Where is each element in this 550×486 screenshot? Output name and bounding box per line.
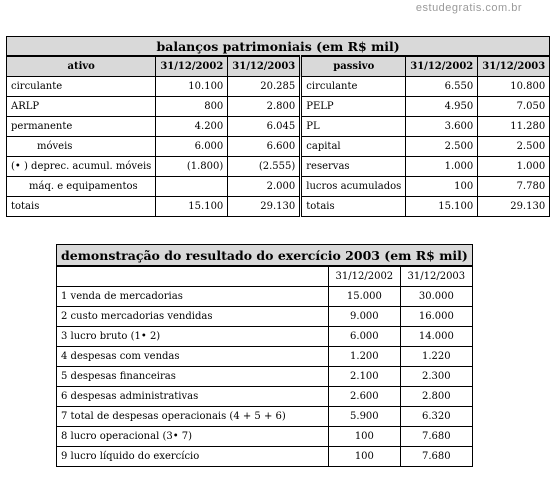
balance-sheet-title: balanços patrimoniais (em R$ mil) bbox=[7, 37, 550, 57]
cell-label: 6 despesas administrativas bbox=[57, 387, 329, 407]
table-row bbox=[57, 447, 473, 467]
cell-value: 2.800 bbox=[400, 387, 472, 407]
cell-value: 29.130 bbox=[228, 197, 301, 217]
cell-value: 2.000 bbox=[228, 177, 301, 197]
cell-value: 800 bbox=[156, 97, 228, 117]
cell-value: 2.100 bbox=[328, 367, 400, 387]
cell-value: 6.000 bbox=[328, 327, 400, 347]
cell-value: 15.100 bbox=[156, 197, 228, 217]
cell-value: 2.500 bbox=[406, 137, 478, 157]
header-date: 31/12/2003 bbox=[478, 56, 550, 77]
cell-value: 1.220 bbox=[400, 347, 472, 367]
cell-value: 7.680 bbox=[400, 427, 472, 447]
cell-label: reservas bbox=[301, 157, 406, 177]
cell-value: 100 bbox=[328, 427, 400, 447]
cell-label: circulante bbox=[301, 77, 406, 97]
cell-value bbox=[156, 177, 228, 197]
header-date: 31/12/2002 bbox=[406, 56, 478, 77]
header-date: 31/12/2003 bbox=[228, 56, 301, 77]
header-passivo: passivo bbox=[301, 56, 406, 77]
cell-value: 6.550 bbox=[406, 77, 478, 97]
cell-value: 11.280 bbox=[478, 117, 550, 137]
table-row bbox=[7, 77, 550, 97]
cell-value: 4.950 bbox=[406, 97, 478, 117]
cell-value: 1.000 bbox=[478, 157, 550, 177]
cell-value: 7.680 bbox=[400, 447, 472, 467]
table-row bbox=[57, 407, 473, 427]
cell-value: 29.130 bbox=[478, 197, 550, 217]
cell-label: permanente bbox=[7, 117, 156, 137]
cell-value: 6.600 bbox=[228, 137, 301, 157]
cell-label: capital bbox=[301, 137, 406, 157]
cell-value: 7.780 bbox=[478, 177, 550, 197]
cell-value: 9.000 bbox=[328, 307, 400, 327]
cell-value: 3.600 bbox=[406, 117, 478, 137]
totals-row bbox=[7, 197, 550, 217]
cell-label: totais bbox=[7, 197, 156, 217]
table-row bbox=[7, 157, 550, 177]
table-row bbox=[57, 307, 473, 327]
cell-value: 2.800 bbox=[228, 97, 301, 117]
cell-label: 4 despesas com vendas bbox=[57, 347, 329, 367]
table-row bbox=[7, 177, 550, 197]
cell-value: 15.000 bbox=[328, 287, 400, 307]
table-row bbox=[57, 287, 473, 307]
cell-value: 1.200 bbox=[328, 347, 400, 367]
cell-label: ARLP bbox=[7, 97, 156, 117]
header-date: 31/12/2002 bbox=[328, 266, 400, 287]
table-row bbox=[7, 97, 550, 117]
cell-value: 16.000 bbox=[400, 307, 472, 327]
balance-sheet-table bbox=[6, 36, 550, 217]
table-row bbox=[57, 427, 473, 447]
cell-label: circulante bbox=[7, 77, 156, 97]
cell-value: 5.900 bbox=[328, 407, 400, 427]
cell-label: totais bbox=[301, 197, 406, 217]
cell-value: 2.600 bbox=[328, 387, 400, 407]
cell-value: 4.200 bbox=[156, 117, 228, 137]
cell-value: 6.000 bbox=[156, 137, 228, 157]
cell-label: 1 venda de mercadorias bbox=[57, 287, 329, 307]
cell-label: 8 lucro operacional (3• 7) bbox=[57, 427, 329, 447]
cell-label: 2 custo mercadorias vendidas bbox=[57, 307, 329, 327]
cell-value: 10.100 bbox=[156, 77, 228, 97]
cell-label: PELP bbox=[301, 97, 406, 117]
cell-value: 30.000 bbox=[400, 287, 472, 307]
cell-value: (2.555) bbox=[228, 157, 301, 177]
income-statement-title: demonstração do resultado do exercício 2003 (em R$ mil) bbox=[57, 245, 473, 267]
income-statement-header-row bbox=[57, 266, 473, 287]
header-date: 31/12/2002 bbox=[156, 56, 228, 77]
cell-value: 15.100 bbox=[406, 197, 478, 217]
table-row bbox=[7, 137, 550, 157]
cell-value: 1.000 bbox=[406, 157, 478, 177]
cell-label: máq. e equipamentos bbox=[7, 177, 156, 197]
cell-value: 6.045 bbox=[228, 117, 301, 137]
cell-value: (1.800) bbox=[156, 157, 228, 177]
table-row bbox=[57, 327, 473, 347]
cell-label: PL bbox=[301, 117, 406, 137]
cell-label: 5 despesas financeiras bbox=[57, 367, 329, 387]
watermark: estudegratis.com.br bbox=[415, 2, 522, 14]
header-date: 31/12/2003 bbox=[400, 266, 472, 287]
cell-label: 7 total de despesas operacionais (4 + 5 + 6) bbox=[57, 407, 329, 427]
table-row bbox=[57, 347, 473, 367]
table-row bbox=[57, 387, 473, 407]
cell-value: 10.800 bbox=[478, 77, 550, 97]
balance-sheet-header-row bbox=[7, 56, 550, 77]
cell-label: 9 lucro líquido do exercício bbox=[57, 447, 329, 467]
cell-value: 7.050 bbox=[478, 97, 550, 117]
cell-value: 6.320 bbox=[400, 407, 472, 427]
cell-value: 14.000 bbox=[400, 327, 472, 347]
cell-value: 100 bbox=[328, 447, 400, 467]
cell-label: (• ) deprec. acumul. móveis bbox=[7, 157, 156, 177]
table-row bbox=[7, 117, 550, 137]
cell-label: móveis bbox=[7, 137, 156, 157]
income-statement-table bbox=[56, 244, 473, 467]
cell-label: 3 lucro bruto (1• 2) bbox=[57, 327, 329, 347]
header-ativo: ativo bbox=[7, 56, 156, 77]
cell-label: lucros acumulados bbox=[301, 177, 406, 197]
table-row bbox=[57, 367, 473, 387]
header-blank bbox=[57, 266, 329, 287]
cell-value: 2.300 bbox=[400, 367, 472, 387]
cell-value: 20.285 bbox=[228, 77, 301, 97]
cell-value: 100 bbox=[406, 177, 478, 197]
cell-value: 2.500 bbox=[478, 137, 550, 157]
